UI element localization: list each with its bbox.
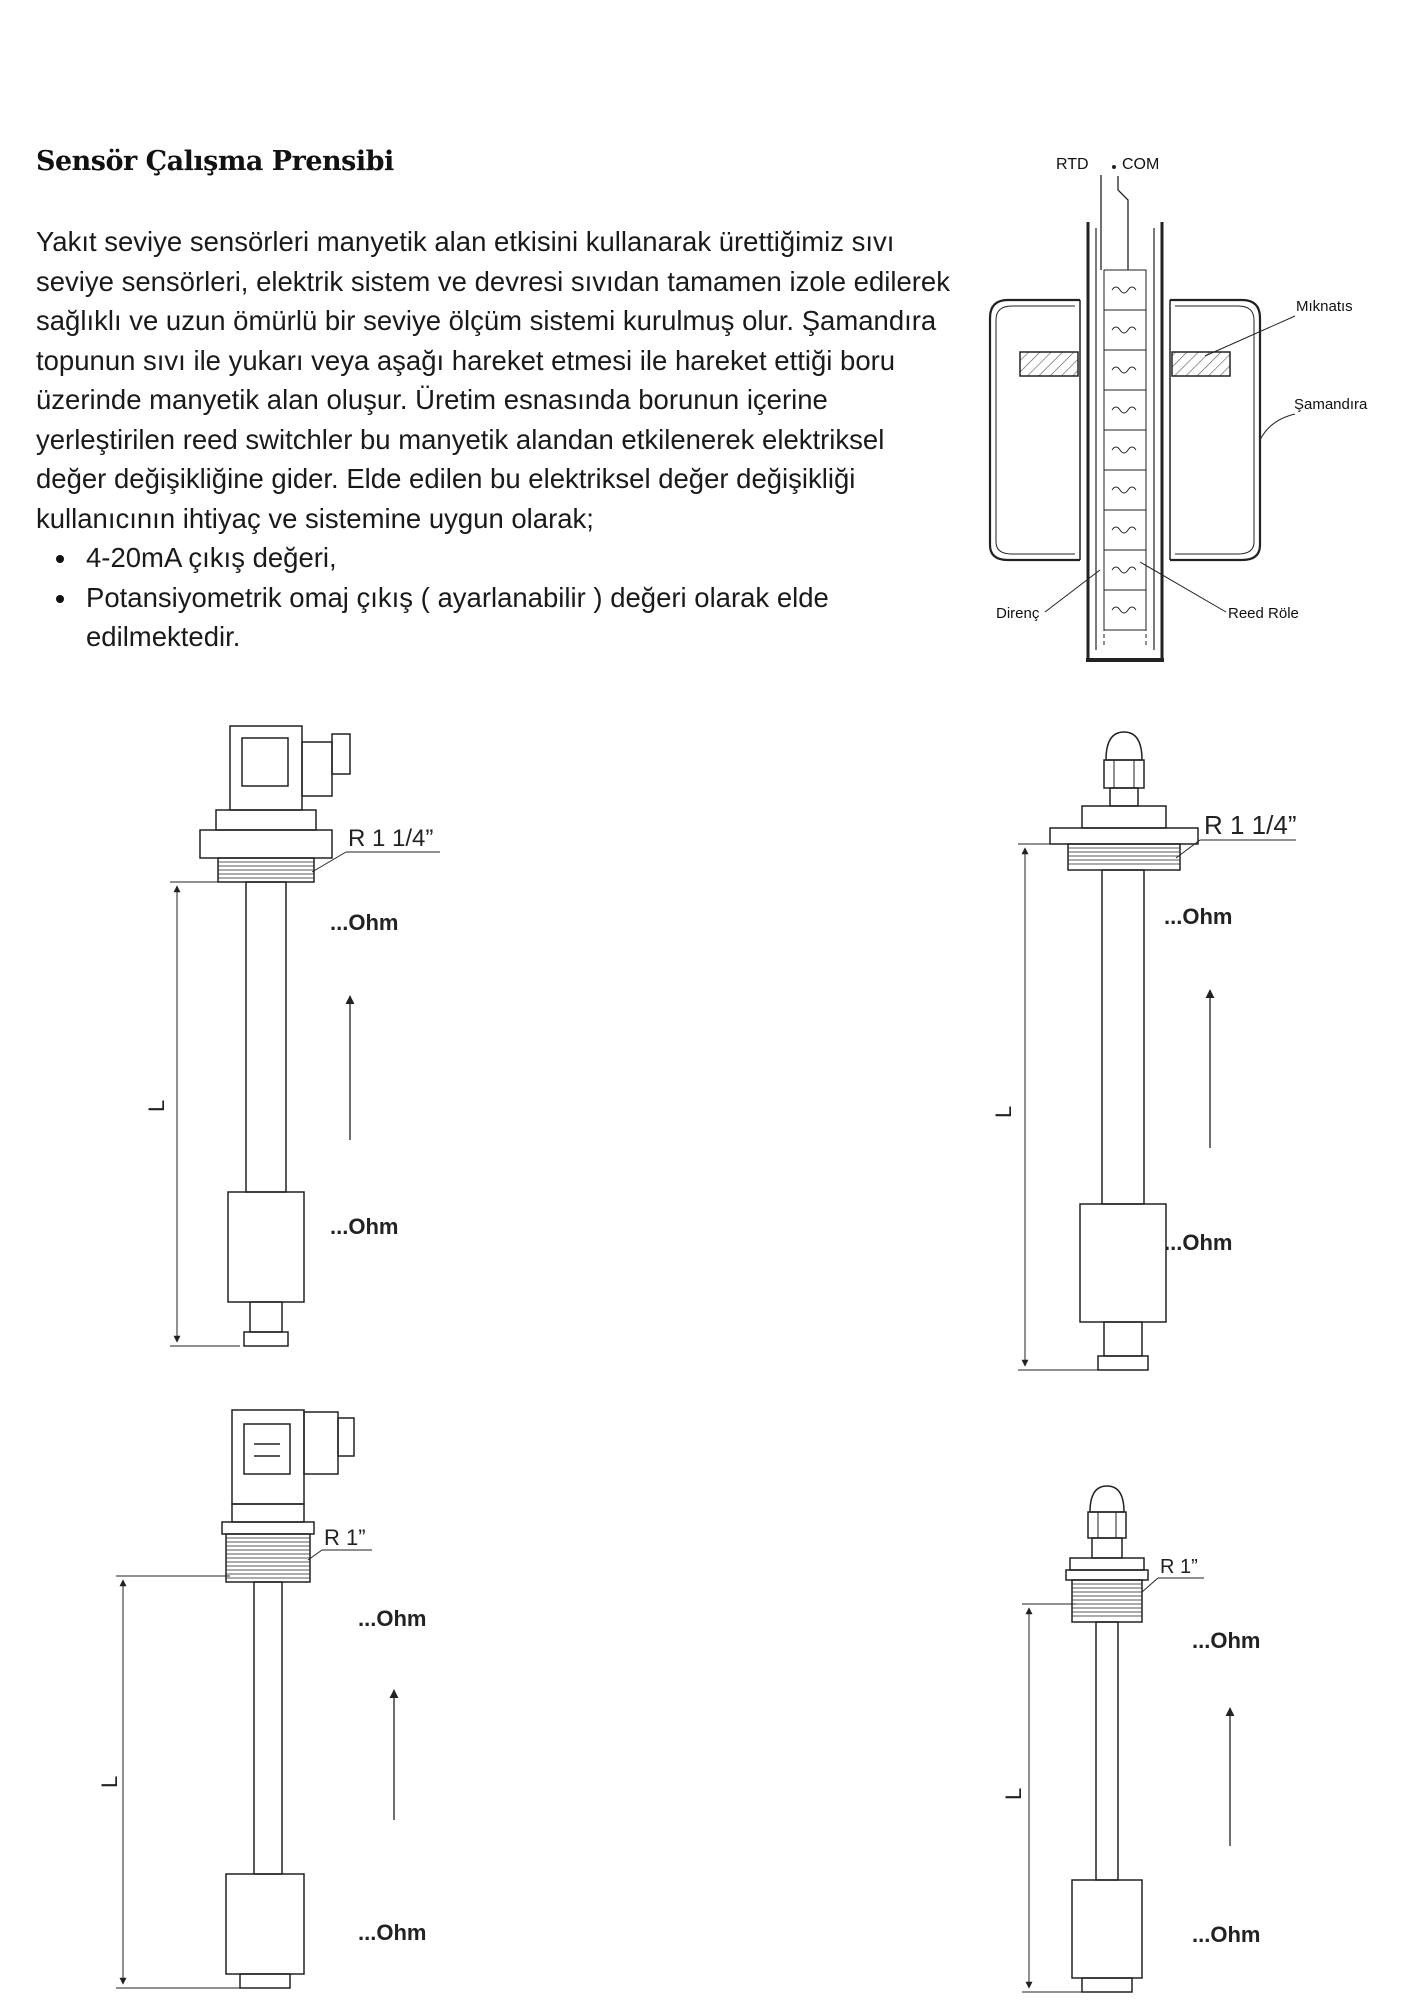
sensor-drawing-top-left <box>170 726 440 1346</box>
thread-label-top-left: R 1 1/4” <box>348 825 434 852</box>
length-label-top-left: L <box>144 1099 169 1112</box>
length-label-bottom-left: L <box>97 1775 122 1788</box>
working-principle-diagram <box>990 156 1368 660</box>
bullet-item-potentiometric: Potansiyometrik omaj çıkış ( ayarlanabilir ) değeri olarak elde edilmektedir. <box>36 578 936 657</box>
ohm-bottom-label-bottom-right: ...Ohm <box>1192 1922 1261 1947</box>
description-paragraph: Yakıt seviye sensörleri manyetik alan etkisini kullanarak ürettiğimiz sıvı seviye sensörleri, elektrik sistem ve devresi sıvıdan tamamen izole edilerek sağlıklı ve uzun ömürlü bir seviye ölçüm sistemi kurulmuş olur. Şamandıra topunun sıvı ile yukarı veya aşağı hareket etmesi ile hareket ettiği boru üzerinde manyetik alan oluşur. Üretim esnasında borunun içerine yerleştirilen reed switchler bu manyetik alandan etkilenerek elektriksel değer değişikliğine gider. Elde edilen bu elektriksel değer değişikliği kullanıcının ihtiyaç ve sistemine uygun olarak; <box>36 226 950 534</box>
sensor-drawing-bottom-left <box>116 1410 394 1988</box>
length-label-bottom-right: L <box>1001 1787 1026 1800</box>
ohm-top-label-top-left: ...Ohm <box>330 910 399 935</box>
ohm-top-label-bottom-left: ...Ohm <box>358 1606 427 1631</box>
sensor-drawing-bottom-right <box>1022 1486 1230 1992</box>
length-label-top-right: L <box>991 1105 1016 1118</box>
com-label: COM <box>1122 156 1160 173</box>
section-title: Sensör Çalışma Prensibi <box>36 146 394 177</box>
thread-label-top-right: R 1 1/4” <box>1204 810 1297 840</box>
thread-label-bottom-left: R 1” <box>324 1525 366 1550</box>
resistor-label: Direnç <box>996 605 1040 622</box>
ohm-top-label-top-right: ...Ohm <box>1164 904 1233 929</box>
thread-label-bottom-right: R 1” <box>1160 1556 1198 1578</box>
ohm-top-label-bottom-right: ...Ohm <box>1192 1628 1261 1653</box>
ohm-bottom-label-bottom-left: ...Ohm <box>358 1920 427 1945</box>
bullet-item-4-20ma: 4-20mA çıkış değeri, <box>36 538 936 578</box>
reed-relay-label: Reed Röle <box>1228 605 1299 622</box>
magnet-label: Mıknatıs <box>1296 298 1353 315</box>
float-label: Şamandıra <box>1294 396 1368 413</box>
ohm-bottom-label-top-left: ...Ohm <box>330 1214 399 1239</box>
ohm-bottom-label-top-right: ...Ohm <box>1164 1230 1233 1255</box>
rtd-label: RTD <box>1056 156 1089 173</box>
